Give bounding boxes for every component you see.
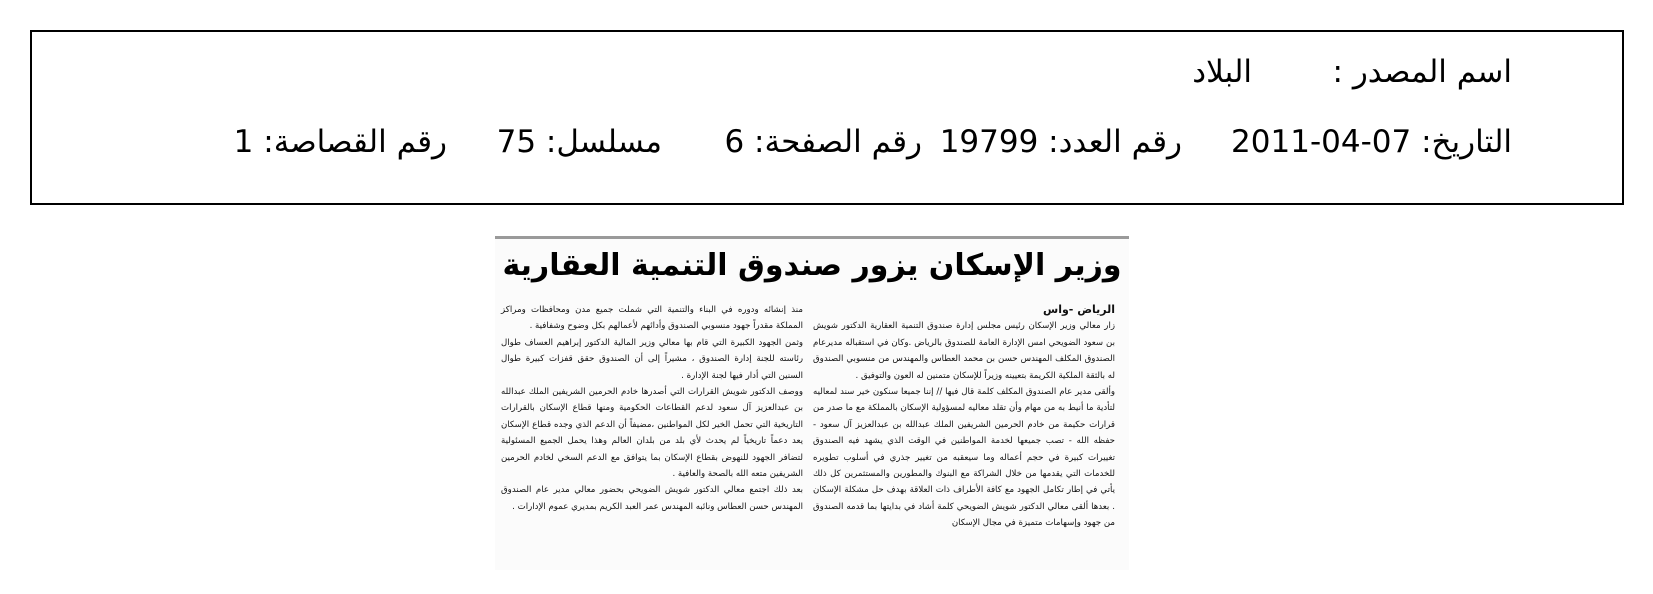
serial-field: مسلسل: 75 bbox=[496, 124, 662, 160]
issue-field: رقم العدد: 19799 bbox=[939, 124, 1182, 160]
article-paragraph: زار معالي وزير الإسكان رئيس مجلس إدارة صندوق التنمية العقارية الدكتور شويش بن سعود الضويحي امس الإدارة العامة للصندوق بالرياض .وكان في استقباله مديرعام الصندوق المكلف المهندس حسن بن محمد العطاس والمهندس من منسوبي الصندوق له بالثقة الملكية الكريمة بتعيينه وزيراً للإسكان متمنين له العون والتوفيق . bbox=[813, 321, 1115, 381]
article-paragraph: منذ إنشائه ودوره في البناء والتنمية التي شملت جميع مدن ومحافظات ومراكز المملكة مقدراً جهود منسوبي الصندوق وأدائهم لأعمالهم بكل وضوح وشفافية . bbox=[501, 305, 803, 332]
page-field: رقم الصفحة: 6 bbox=[724, 124, 922, 160]
source-value: البلاد bbox=[1192, 54, 1252, 90]
article-column-right bbox=[813, 302, 1115, 532]
date-field: التاريخ: 07-04-2011 bbox=[1231, 124, 1512, 160]
clip-number-field: رقم القصاصة: 1 bbox=[233, 124, 447, 160]
article-column-left bbox=[501, 302, 803, 515]
article-paragraph: وثمن الجهود الكبيرة التي قام بها معالي وزير المالية الدكتور إبراهيم العساف طوال رئاسته للجنة إدارة الصندوق ، مشيراً إلى أن الصندوق حقق قفزات كبيرة طوال السنين التي أدار فيها لجنة الإدارة . bbox=[501, 337, 803, 381]
article-dateline: الرياض -واس bbox=[1043, 303, 1115, 316]
article-paragraph: وألقى مدير عام الصندوق المكلف كلمة قال فيها // إننا جميعا سنكون خير سند لمعاليه لتأدية ما أنيط به من مهام وأن تقلد معاليه لمسؤولية الإسكان بالمملكة مع ما صدر من قرارات حكيمة من خادم الحرمين الشريفين الملك عبدالله بن عبدالعزيز آل سعود - حفظه الله - تصب جميعها لخدمة المواطنين في الوقت الذي يشهد فيه الصندوق تغييرات كبيرة في حجم أعماله وما سيعقبه من تغيير جذري في أسلوب تطويره للخدمات التي يقدمها من خلال الشراكة مع البنوك والمطورين والمستثمرين كل ذلك يأتي في إطار تكامل الجهود مع كافة الأطراف ذات العلاقة بهدف حل مشكلة الإسكان . بعدها ألقى معالي الدكتور شويش الضويحي كلمة أشاد في بدايتها بما قدمه الصندوق من جهود وإسهامات متميزة في مجال الإسكان bbox=[813, 387, 1115, 529]
newspaper-clipping bbox=[495, 236, 1129, 570]
clipping-top-rule bbox=[495, 236, 1129, 239]
article-paragraph: بعد ذلك اجتمع معالي الدكتور شويش الضويحي بحضور معالي مدير عام الصندوق المهندس حسن العطاس ونائبه المهندس عمر العبد الكريم بمديري عموم الإدارات . bbox=[501, 485, 803, 512]
header-box bbox=[30, 30, 1624, 205]
source-label: اسم المصدر : bbox=[1332, 54, 1512, 90]
article-paragraph: ووصف الدكتور شويش القرارات التي أصدرها خادم الحرمين الشريفين الملك عبدالله بن عبدالعزيز آل سعود لدعم القطاعات الحكومية ومنها قطاع الإسكان بالقرارات التاريخية التي تحمل الخير لكل المواطنين ،مضيفاً أن الدعم الذي وجده قطاع الإسكان يعد دعماً تاريخياً لم يحدث لأي بلد من بلدان العالم وهذا يحمل الجميع المسئولية لتضافر الجهود للنهوض بقطاع الإسكان بما يتوافق مع الدعم السخي لخادم الحرمين الشريفين متعه الله بالصحة والعافية . bbox=[501, 387, 803, 480]
article-title: وزير الإسكان يزور صندوق التنمية العقارية bbox=[502, 248, 1122, 283]
